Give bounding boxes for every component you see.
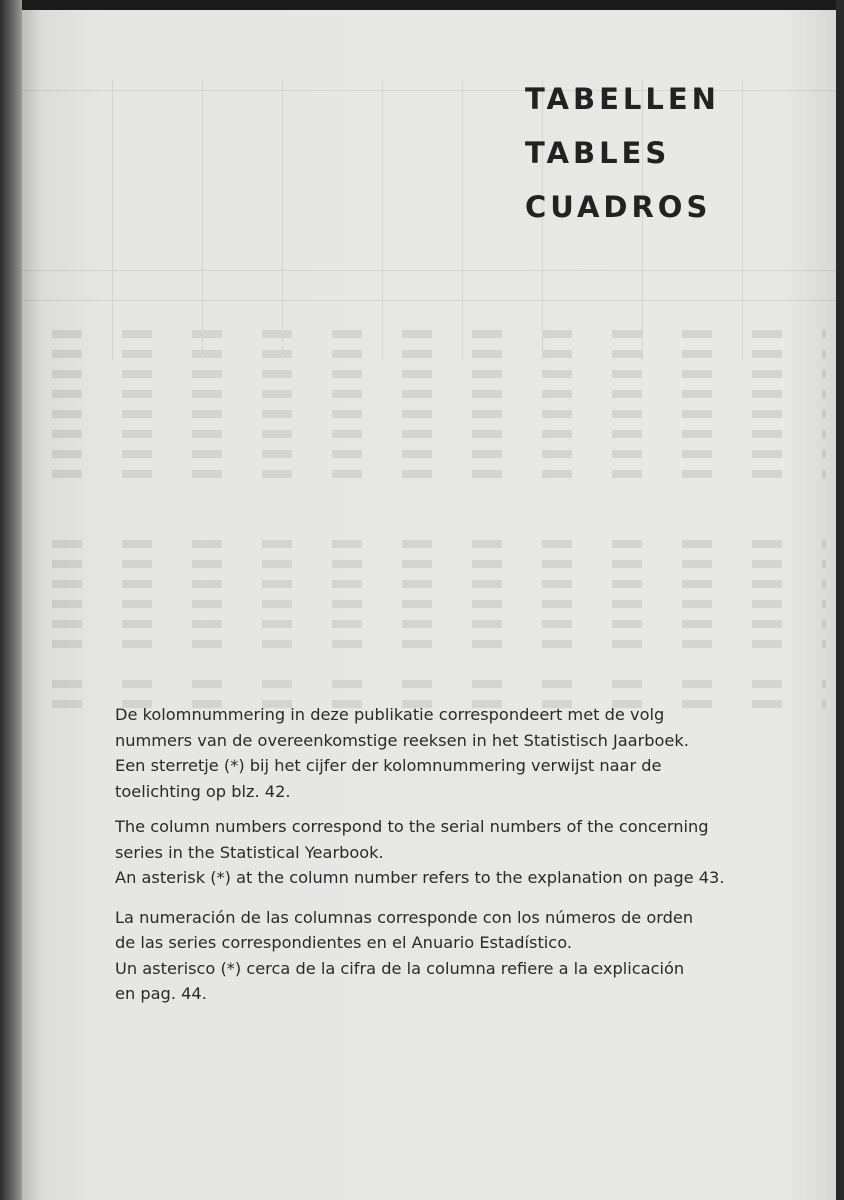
paragraph-spanish (115, 905, 737, 1007)
explanatory-text (115, 702, 737, 1017)
text-line: en pag. 44. (115, 984, 207, 1003)
text-line: La numeración de las columnas corresponde con los números de orden (115, 907, 694, 927)
title-dutch: TABELLEN (525, 82, 720, 116)
text-line: De kolomnummering in deze publikatie correspondeert met de volg (115, 705, 665, 724)
text-line: An asterisk (*) at the column number refers to the explanation on page 43. (115, 868, 725, 887)
paragraph-dutch (115, 702, 737, 804)
title-spanish: CUADROS (525, 190, 712, 224)
paragraph-english (115, 814, 737, 891)
text-line: series in the Statistical Yearbook. (115, 842, 384, 862)
section-titles (525, 72, 720, 234)
page-edge (836, 0, 844, 1200)
text-line: The column numbers correspond to the serial numbers of the concerning (115, 817, 709, 836)
text-line: Een sterretje (*) bij het cijfer der kolomnummering verwijst naar de (115, 756, 662, 775)
text-line: nummers van de overeenkomstige reeksen in het Statistisch Jaarboek. (115, 730, 689, 750)
text-line: Un asterisco (*) cerca de la cifra de la columna refiere a la explicación (115, 958, 685, 978)
book-binding-edge (0, 0, 22, 1200)
text-line: toelichting op blz. 42. (115, 781, 291, 801)
text-line: de las series correspondientes en el Anuario Estadístico. (115, 933, 572, 952)
title-english: TABLES (525, 136, 671, 170)
